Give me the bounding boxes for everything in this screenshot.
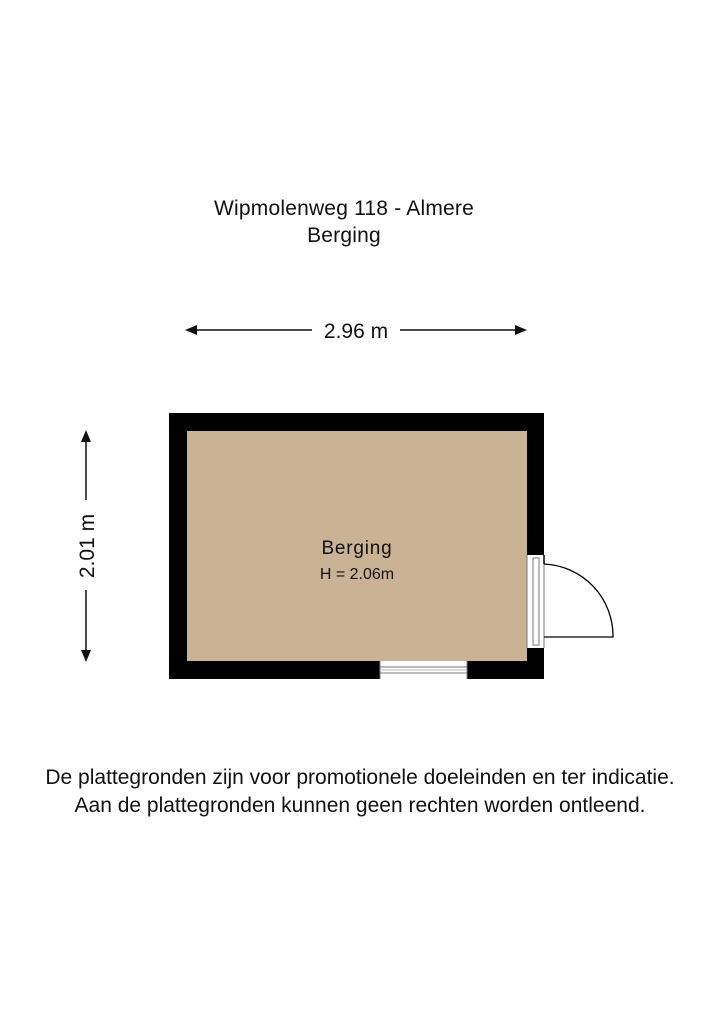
disclaimer-line-2: Aan de plattegronden kunnen geen rechten worden ontleend.: [74, 794, 646, 817]
room-name: Berging: [321, 538, 393, 559]
arrow-up-icon: [81, 430, 91, 442]
arrow-down-icon: [81, 650, 91, 662]
disclaimer-line-1: De plattegronden zijn voor promotionele doeleinden en ter indicatie.: [45, 766, 675, 789]
depth-label: 2.01 m: [76, 513, 99, 579]
room-height: H = 2.06m: [319, 566, 395, 583]
door: [527, 555, 613, 648]
arrow-left-icon: [185, 325, 197, 335]
door-swing-icon: [544, 564, 613, 637]
plan-floor-title: Berging: [307, 224, 381, 247]
width-label: 2.96 m: [323, 320, 389, 343]
window: [380, 661, 467, 679]
width-dimension: [185, 320, 527, 343]
plan-address-title: Wipmolenweg 118 - Almere: [213, 197, 475, 220]
depth-dimension: [76, 430, 99, 662]
arrow-right-icon: [515, 325, 527, 335]
